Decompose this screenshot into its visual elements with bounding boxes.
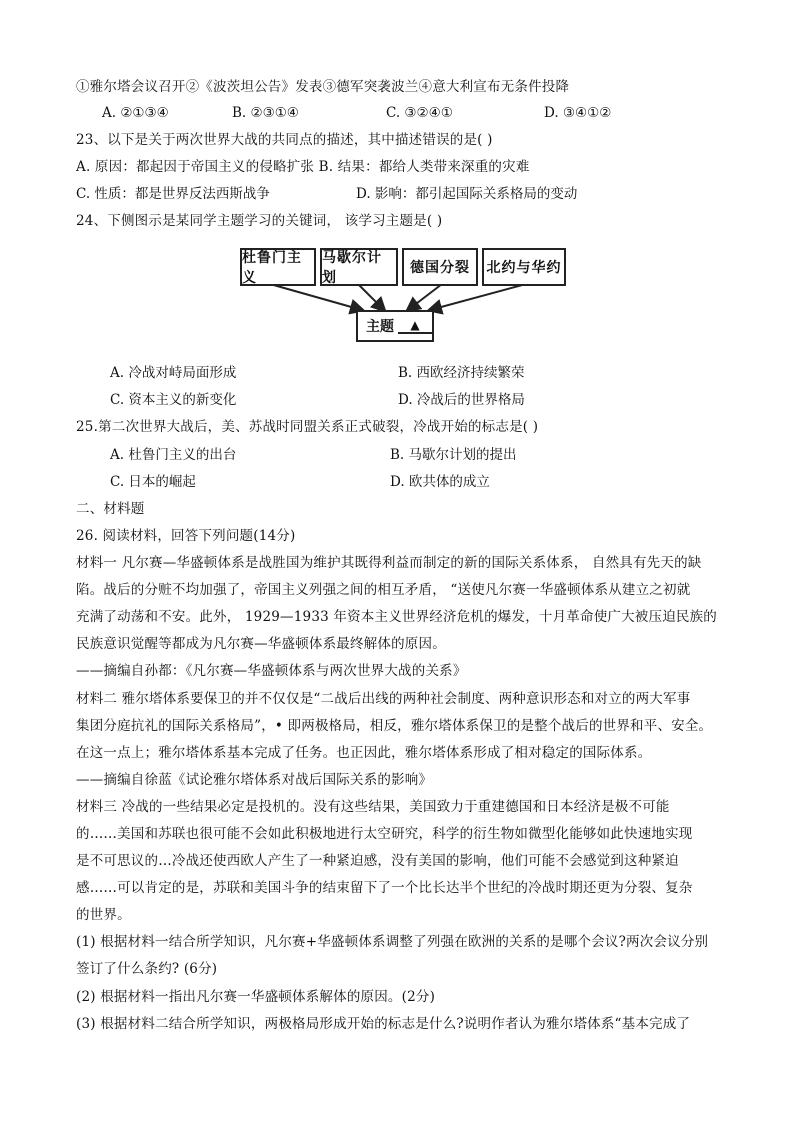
q23-option-c: C. 性质：都是世界反法西斯战争 (76, 186, 270, 202)
sub-question-3: (3) 根据材料二结合所学知识，两极格局形成开始的标志是什么?说明作者认为雅尔塔体系“基本完成了 (76, 1016, 691, 1032)
keyword-nato-warsaw: 北约与华约 (482, 248, 566, 286)
q23-stem: 23、以下是关于两次世界大战的共同点的描述，其中描述错误的是( ) (76, 132, 493, 148)
q23-option-d: D. 影响：都引起国际关系格局的变动 (356, 186, 578, 202)
keyword-diagram (230, 240, 570, 350)
q26-stem: 26. 阅读材料，回答下列问题(14分) (76, 528, 296, 544)
material2-source: ——摘编自徐蓝《试论雅尔塔体系对战后国际关系的影响》 (76, 772, 433, 788)
material2-line: 集团分庭抗礼的国际关系格局”，• 即两极格局，相反，雅尔塔体系保卫的是整个战后的世界和平、安全。 (76, 718, 713, 734)
q22-events: ①雅尔塔会议召开②《波茨坦公告》发表③德军突袭波兰④意大利宣布无条件投降 (76, 79, 570, 95)
topic-blank: ▲ (398, 318, 432, 334)
material1-line: 材料一 凡尔赛—华盛顿体系是战胜国为维护其既得利益而制定的新的国际关系体系， 自然具有先天的缺 (76, 555, 702, 571)
material3-line: 的……美国和苏联也很可能不会如此积极地进行太空研究，科学的衍生物如微型化能够如此快速地实现 (76, 826, 693, 842)
material2-line: 材料二 雅尔塔体系要保卫的并不仅仅是“二战后出线的两种社会制度、两种意识形态和对立的两大军事 (76, 691, 691, 707)
q24-option-c: C. 资本主义的新变化 (110, 392, 237, 408)
q24-option-d: D. 冷战后的世界格局 (398, 392, 525, 408)
keyword-truman-doctrine: 杜鲁门主义 (240, 248, 316, 286)
material3-line: 的世界。 (76, 907, 131, 923)
q25-stem: 25.第二次世界大战后，美、苏战时同盟关系正式破裂，冷战开始的标志是( ) (76, 419, 539, 435)
section-heading: 二、材料题 (76, 501, 145, 517)
material1-line: 陷。战后的分赃不均加强了，帝国主义列强之间的相互矛盾， “送使凡尔赛一华盛顿体系从建立之初就 (76, 582, 691, 598)
q22-option-c: C. ③②④① (386, 105, 453, 121)
topic-box (356, 310, 434, 342)
keyword-germany-division: 德国分裂 (402, 248, 478, 286)
q24-option-b: B. 西欧经济持续繁荣 (398, 365, 525, 381)
material3-line: 感……可以肯定的是，苏联和美国斗争的结束留下了一个比长达半个世纪的冷战时期还更为分裂、复杂 (76, 880, 693, 896)
material1-source: ——摘编自孙都：《凡尔赛—华盛顿体系与两次世界大战的关系》 (76, 663, 467, 679)
topic-label: 主题 (366, 319, 394, 335)
q22-option-a: A. ②①③④ (102, 105, 169, 121)
q24-stem: 24、下侧图示是某同学主题学习的关键词， 该学习主题是( ) (76, 213, 443, 229)
q25-option-b: B. 马歇尔计划的提出 (390, 447, 517, 463)
q25-option-a: A. 杜鲁门主义的出台 (110, 447, 237, 463)
q23-options-ab: A. 原因：都起因于帝国主义的侵略扩张 B. 结果：都给人类带来深重的灾难 (76, 159, 530, 175)
keyword-marshall-plan: 马歇尔计划 (320, 248, 398, 286)
material3-line: 是不可思议的…冷战还使西欧人产生了一种紧迫感，没有美国的影响，他们可能不会感觉到这种紧迫 (76, 853, 679, 869)
q22-option-d: D. ③④①② (544, 105, 612, 121)
sub-question-2: (2) 根据材料一指出凡尔赛一华盛顿体系解体的原因。(2分) (76, 989, 436, 1005)
q24-option-a: A. 冷战对峙局面形成 (110, 365, 237, 381)
q25-option-c: C. 日本的崛起 (110, 474, 196, 490)
q25-option-d: D. 欧共体的成立 (390, 474, 490, 490)
material2-line: 在这一点上；雅尔塔体系基本完成了任务。也正因此，雅尔塔体系形成了相对稳定的国际体系。 (76, 745, 652, 761)
material3-line: 材料三 冷战的一些结果必定是投机的。没有这些结果，美国致力于重建德国和日本经济是极不可能 (76, 799, 670, 815)
sub-question-1: (1) 根据材料一结合所学知识，凡尔赛+华盛顿体系调整了列强在欧洲的关系的是哪个会议?两次会议分别 (76, 934, 709, 950)
material1-line: 充满了动荡和不安。此外， 1929—1933 年资本主义世界经济危机的爆发，十月革命使广大被压迫民族的 (76, 609, 717, 625)
sub-question-1-cont: 签订了什么条约? (6分) (76, 961, 218, 977)
material1-line: 民族意识觉醒等都成为凡尔赛—华盛顿体系最终解体的原因。 (76, 636, 446, 652)
q22-option-b: B. ②③①④ (232, 105, 299, 121)
